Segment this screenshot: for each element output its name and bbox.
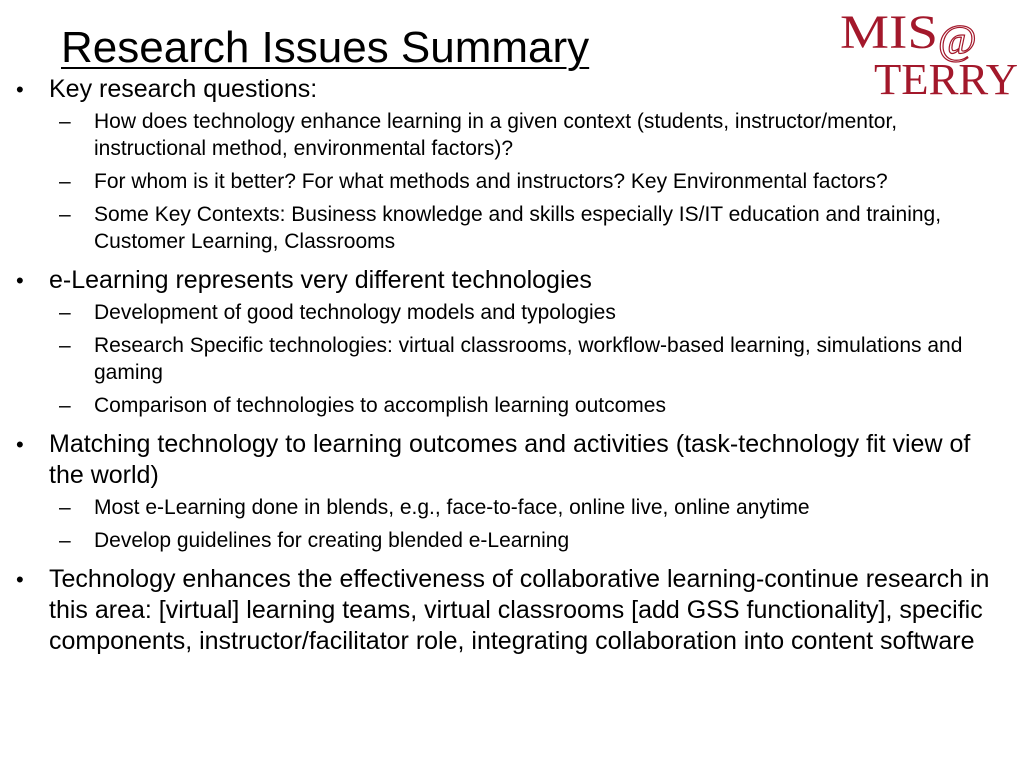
sub-bullet-marker: – (59, 203, 71, 226)
sub-bullet-item (16, 108, 996, 162)
sub-bullet-item (16, 494, 996, 521)
sub-bullet-item (16, 168, 996, 195)
bullet-item (16, 265, 996, 425)
sub-bullet-marker: – (59, 301, 71, 324)
bullet-item (16, 74, 996, 261)
sub-bullet-marker: – (59, 170, 71, 193)
logo-mis-text: MIS (840, 6, 938, 59)
sub-bullet-item (16, 299, 996, 326)
bullet-body (49, 265, 996, 425)
bullet-item (16, 564, 996, 657)
bullet-text: Technology enhances the effectiveness of collaborative learning-continue research in this area: [virtual] learning teams, virtual classrooms [add GSS functionality], specific components, instructor/facilitator role, integrating collaboration into content software (49, 565, 990, 655)
sub-bullet-list (16, 299, 996, 419)
sub-bullet-text: Most e-Learning done in blends, e.g., face-to-face, online live, online anytime (94, 496, 810, 519)
sub-bullet-text: Develop guidelines for creating blended e-Learning (94, 529, 570, 552)
sub-bullet-text: For whom is it better? For what methods and instructors? Key Environmental factors? (94, 170, 888, 193)
bullet-text: Matching technology to learning outcomes and activities (task-technology fit view of the world) (49, 430, 971, 489)
bullet-marker: • (16, 268, 24, 293)
slide-title: Research Issues Summary (61, 23, 590, 72)
sub-bullet-text: Development of good technology models and typologies (94, 301, 616, 324)
sub-bullet-text: Some Key Contexts: Business knowledge and skills especially IS/IT education and training, Customer Learning, Classrooms (94, 203, 942, 253)
logo-terry-text: TERRY (874, 55, 1018, 102)
logo-at-symbol: @ (938, 18, 977, 64)
bullet-body (49, 564, 996, 657)
sub-bullet-list (16, 494, 996, 554)
bullet-text: e-Learning represents very different technologies (49, 266, 592, 294)
sub-bullet-item (16, 201, 996, 255)
sub-bullet-marker: – (59, 496, 71, 519)
bullet-body (49, 429, 996, 560)
sub-bullet-list (16, 108, 996, 255)
sub-bullet-text: Research Specific technologies: virtual classrooms, workflow-based learning, simulations and gaming (94, 334, 963, 384)
sub-bullet-item (16, 392, 996, 419)
sub-bullet-item (16, 527, 996, 554)
sub-bullet-marker: – (59, 110, 71, 133)
bullet-text: Key research questions: (49, 75, 318, 103)
sub-bullet-marker: – (59, 394, 71, 417)
sub-bullet-marker: – (59, 334, 71, 357)
sub-bullet-text: Comparison of technologies to accomplish learning outcomes (94, 394, 666, 417)
bullet-item (16, 429, 996, 560)
bullet-marker: • (16, 77, 24, 102)
bullet-marker: • (16, 567, 24, 592)
bullet-body (49, 74, 996, 261)
bullet-marker: • (16, 432, 24, 457)
sub-bullet-marker: – (59, 529, 71, 552)
sub-bullet-text: How does technology enhance learning in a given context (students, instructor/mentor, instructional method, environmental factors)? (94, 110, 898, 160)
bullet-list (16, 74, 996, 661)
sub-bullet-item (16, 332, 996, 386)
